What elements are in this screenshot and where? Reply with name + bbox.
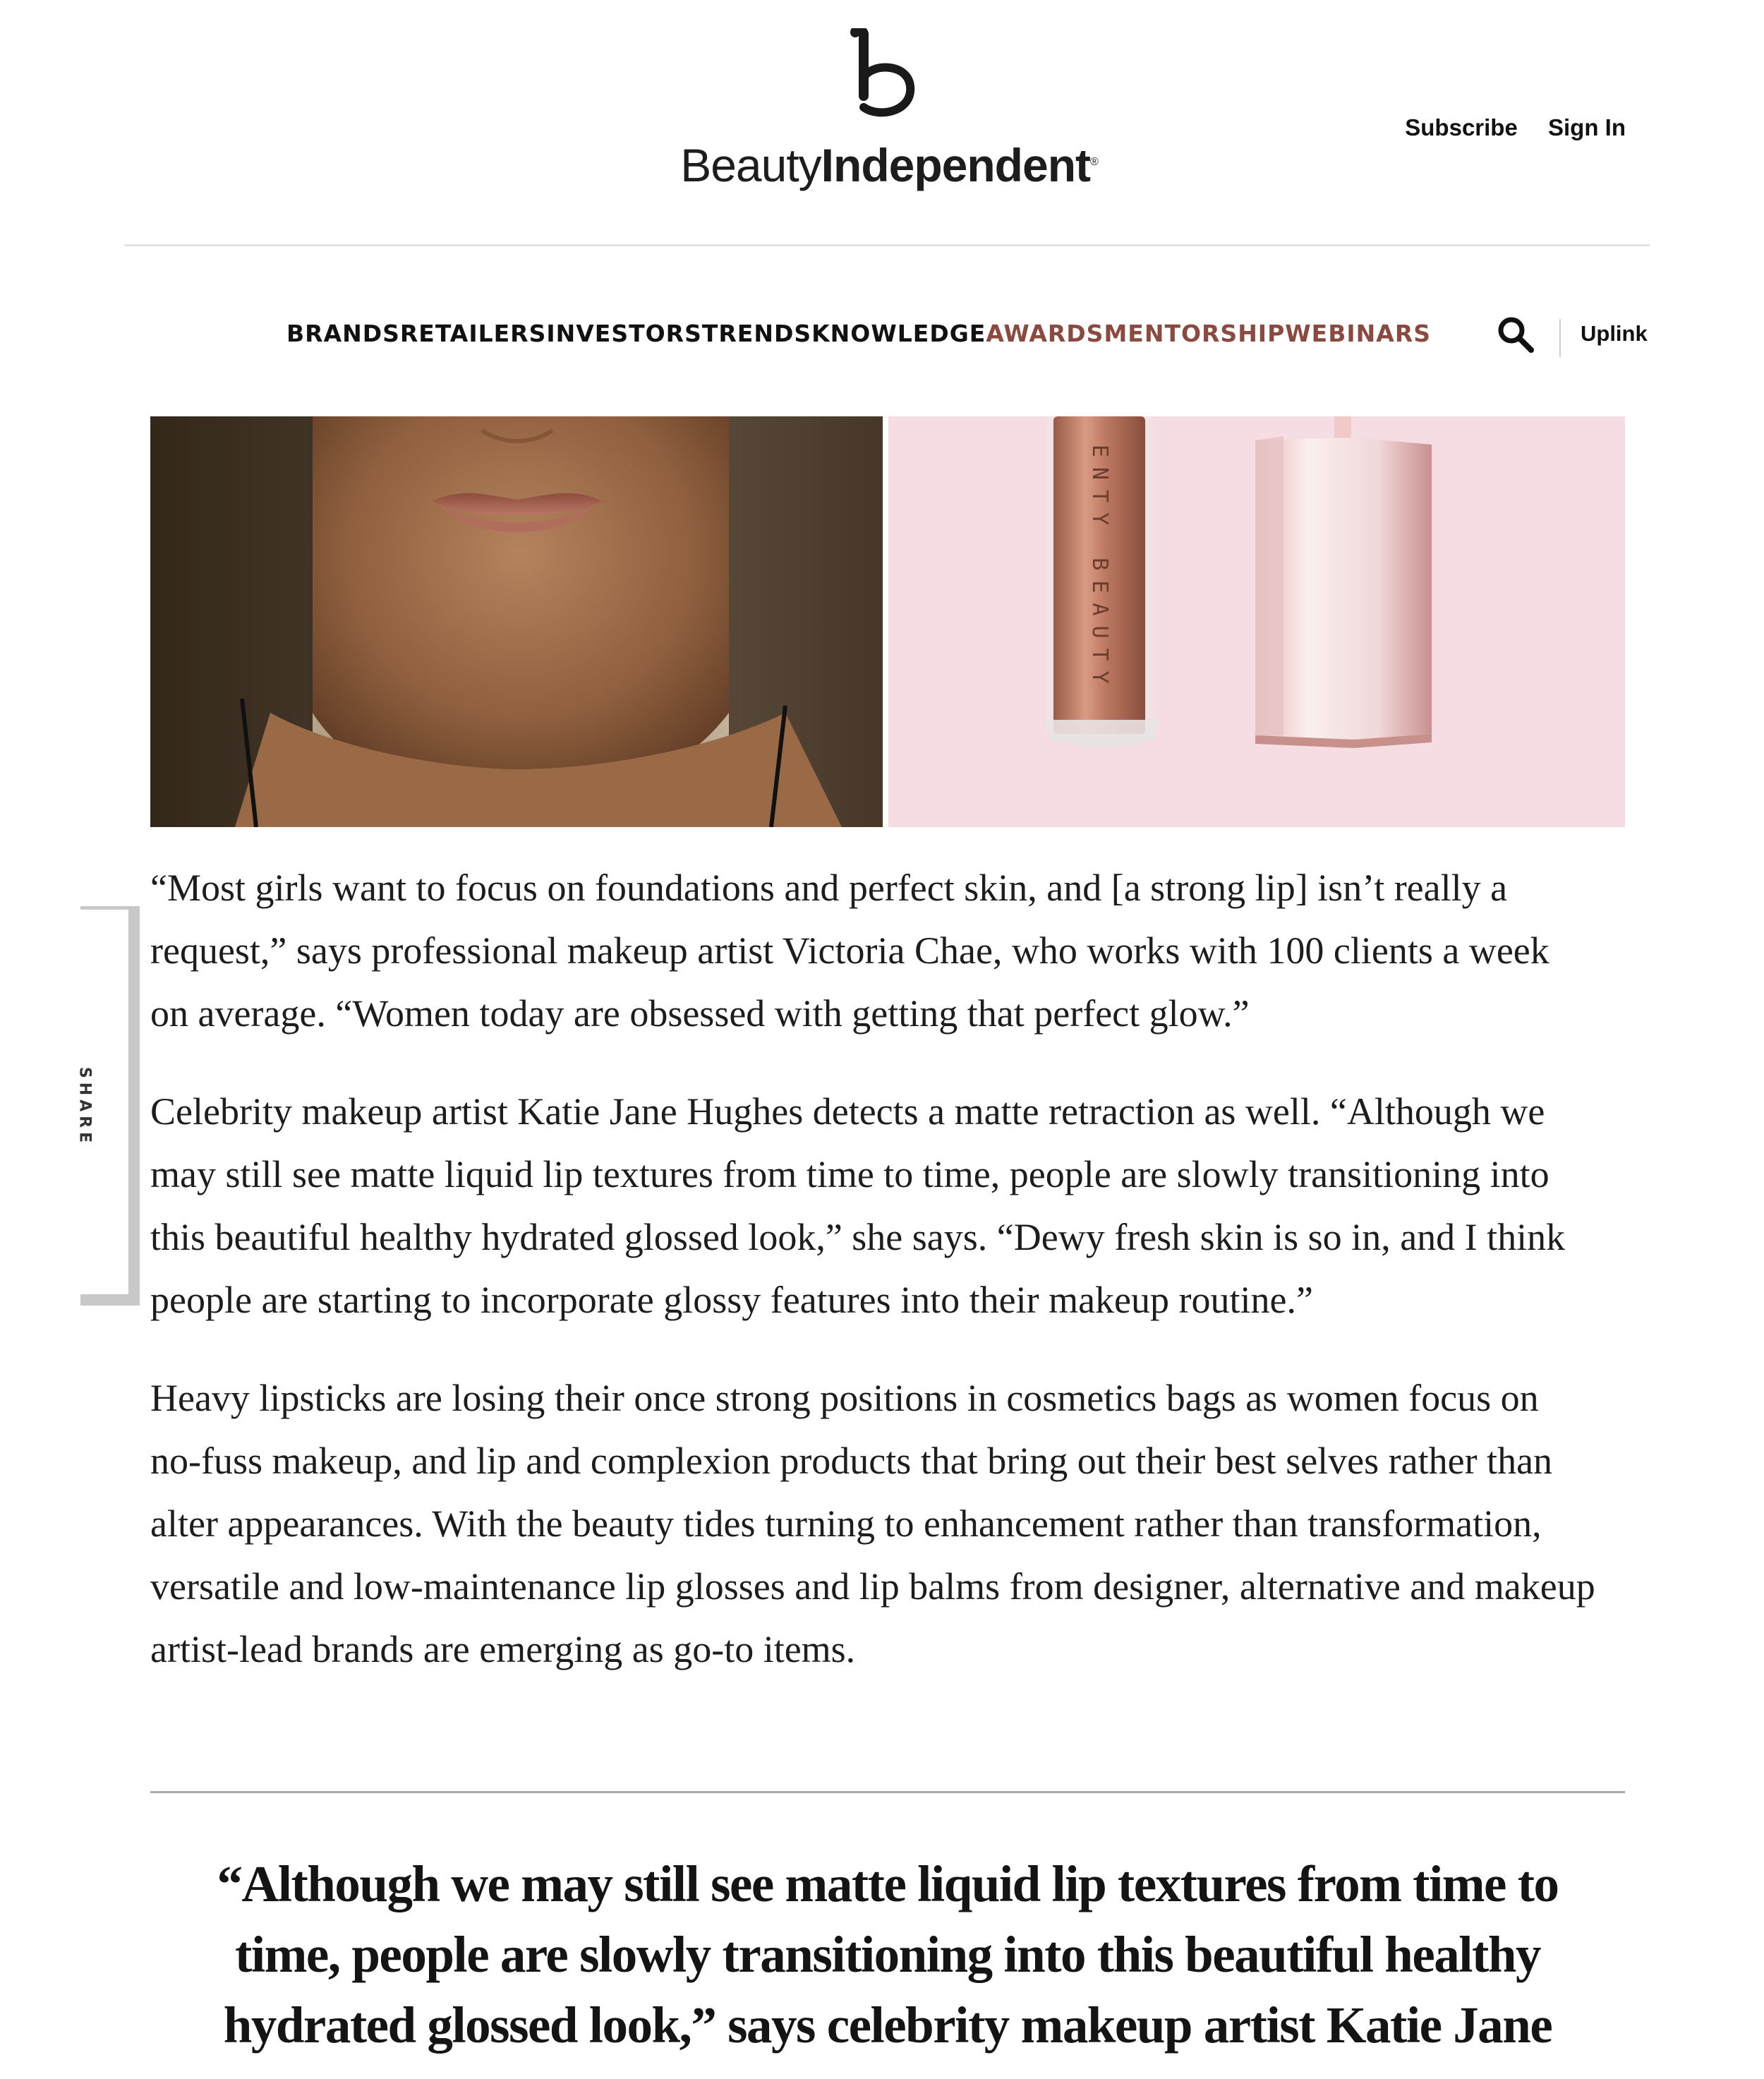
logo-word-light: Beauty	[680, 139, 821, 191]
paragraph-line: artist-lead brands are emerging as go-to items.	[150, 1628, 856, 1670]
paragraph-line: alter appearances. With the beauty tides turning to enhancement rather than transformation,	[150, 1502, 1542, 1545]
paragraph-line: may still see matte liquid lip textures from time to time, people are slowly transitioning into	[150, 1153, 1549, 1195]
uplink-link[interactable]: Uplink	[1581, 321, 1648, 346]
article-paragraph	[150, 1080, 1639, 1332]
share-rail-bottom	[80, 1294, 140, 1306]
paragraph-line: request,” says professional makeup artist Victoria Chae, who works with 100 clients a week	[150, 929, 1549, 972]
logo-b-mark-icon	[842, 28, 927, 120]
nav-divider	[1559, 319, 1561, 357]
pull-quote	[150, 1849, 1625, 2061]
hero-image-lip-gloss-product	[888, 416, 1625, 827]
header-account-links	[1381, 114, 1626, 141]
nav-item-retailers[interactable]: RETAILERS	[399, 319, 547, 347]
pull-quote-line: time, people are slowly transitioning into this beautiful healthy	[235, 1926, 1540, 1983]
paragraph-line: “Most girls want to focus on foundations and perfect skin, and [a strong lip] isn’t really a	[150, 867, 1508, 909]
paragraph-line: no-fuss makeup, and lip and complexion products that bring out their best selves rather than	[150, 1440, 1553, 1482]
nav-item-brands[interactable]: BRANDS	[286, 319, 400, 347]
paragraph-line: this beautiful healthy hydrated glossed look,” she says. “Dewy fresh skin is so in, and I think	[150, 1216, 1566, 1258]
logo-registered-mark: ®	[1090, 156, 1098, 168]
share-button[interactable]: SHARE	[75, 1066, 94, 1147]
sign-in-link[interactable]: Sign In	[1548, 114, 1626, 140]
article-paragraph	[150, 857, 1639, 1045]
logo-word-bold: Independent	[821, 139, 1090, 191]
header-divider	[124, 244, 1650, 246]
nav-item-webinars[interactable]: WEBINARS	[1285, 319, 1431, 347]
main-nav	[286, 312, 1431, 354]
nav-item-mentorship[interactable]: MENTORSHIP	[1104, 319, 1286, 347]
paragraph-line: Heavy lipsticks are losing their once strong positions in cosmetics bags as women focus on	[150, 1377, 1539, 1419]
nav-item-knowledge[interactable]: KNOWLEDGE	[811, 319, 986, 347]
search-icon[interactable]	[1496, 315, 1535, 354]
article-paragraph	[150, 1367, 1639, 1681]
nav-item-awards[interactable]: AWARDS	[986, 319, 1104, 347]
paragraph-line: on average. “Women today are obsessed with getting that perfect glow.”	[150, 992, 1250, 1035]
product-brand-text: ENTY BEAUTY	[1087, 445, 1112, 694]
paragraph-line: Celebrity makeup artist Katie Jane Hughes detects a matte retraction as well. “Although we	[150, 1090, 1545, 1133]
pull-quote-line: “Although we may still see matte liquid lip textures from time to	[217, 1855, 1559, 1912]
hero-image-lips-model	[150, 416, 883, 827]
pullquote-divider	[150, 1791, 1625, 1793]
site-logo[interactable]	[670, 28, 1108, 198]
paragraph-line: versatile and low-maintenance lip glosses and lip balms from designer, alternative and makeup	[150, 1565, 1595, 1608]
article-body	[150, 857, 1639, 1716]
paragraph-line: people are starting to incorporate glossy features into their makeup routine.”	[150, 1279, 1313, 1321]
hero-image-pair	[150, 416, 1625, 827]
pull-quote-line: hydrated glossed look,” says celebrity makeup artist Katie Jane	[223, 1996, 1552, 2054]
nav-item-investors[interactable]: INVESTORS	[546, 319, 702, 347]
logo-wordmark	[670, 134, 1108, 193]
share-rail-bar	[128, 906, 140, 1306]
lip-gloss-product-illustration	[888, 416, 1625, 827]
subscribe-link[interactable]: Subscribe	[1405, 114, 1518, 140]
nav-item-trends[interactable]: TRENDS	[701, 319, 812, 347]
model-photo-illustration	[150, 416, 883, 827]
